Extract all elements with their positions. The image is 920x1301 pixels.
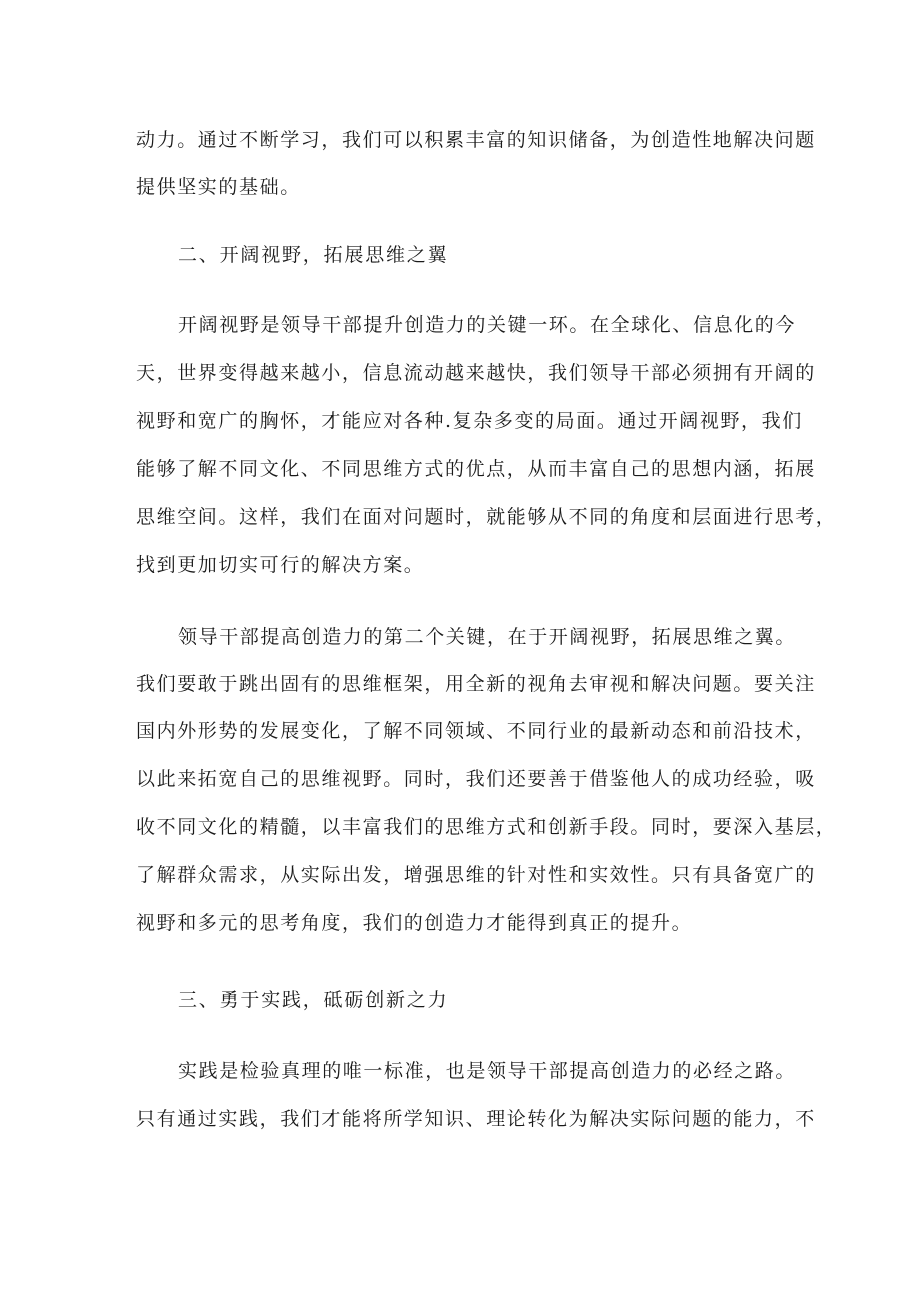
paragraph-line: 能够了解不同文化、不同思维方式的优点，从而丰富自己的思想内涵，拓展 — [136, 458, 816, 480]
paragraph-line: 我们要敢于跳出固有的思维框架，用全新的视角去审视和解决问题。要关注 — [136, 673, 816, 695]
paragraph-line: 找到更加切实可行的解决方案。 — [136, 554, 425, 576]
paragraph-line: 提供坚实的基础。 — [136, 176, 301, 198]
paragraph-line: 收不同文化的精髓，以丰富我们的思维方式和创新手段。同时，要深入基层， — [136, 816, 837, 838]
paragraph-line: 以此来拓宽自己的思维视野。同时，我们还要善于借鉴他人的成功经验，吸 — [136, 768, 816, 790]
paragraph-line: 领导干部提高创造力的第二个关键，在于开阔视野，拓展思维之翼。 — [178, 626, 797, 648]
paragraph-line: 视野和宽广的胸怀，才能应对各种.复杂多变的局面。通过开阔视野，我们 — [136, 410, 803, 432]
paragraph-line: 思维空间。这样，我们在面对问题时，就能够从不同的角度和层面进行思考， — [136, 506, 837, 528]
paragraph-line: 了解群众需求，从实际出发，增强思维的针对性和实效性。只有具备宽广的 — [136, 864, 816, 886]
section-heading: 三、勇于实践，砥砺创新之力 — [178, 989, 449, 1011]
section-heading: 二、开阔视野，拓展思维之翼 — [178, 244, 449, 266]
paragraph-line: 只有通过实践，我们才能将所学知识、理论转化为解决实际问题的能力，不 — [136, 1108, 816, 1130]
paragraph-line: 实践是检验真理的唯一标准，也是领导干部提高创造力的必经之路。 — [178, 1060, 797, 1082]
paragraph-line: 动力。通过不断学习，我们可以积累丰富的知识储备，为创造性地解决问题 — [136, 129, 816, 151]
paragraph-line: 视野和多元的思考角度，我们的创造力才能得到真正的提升。 — [136, 912, 693, 934]
paragraph-line: 国内外形势的发展变化，了解不同领域、不同行业的最新动态和前沿技术， — [136, 720, 816, 742]
paragraph-line: 开阔视野是领导干部提升创造力的关键一环。在全球化、信息化的今 — [178, 314, 797, 336]
paragraph-line: 天，世界变得越来越小，信息流动越来越快，我们领导干部必须拥有开阔的 — [136, 362, 816, 384]
